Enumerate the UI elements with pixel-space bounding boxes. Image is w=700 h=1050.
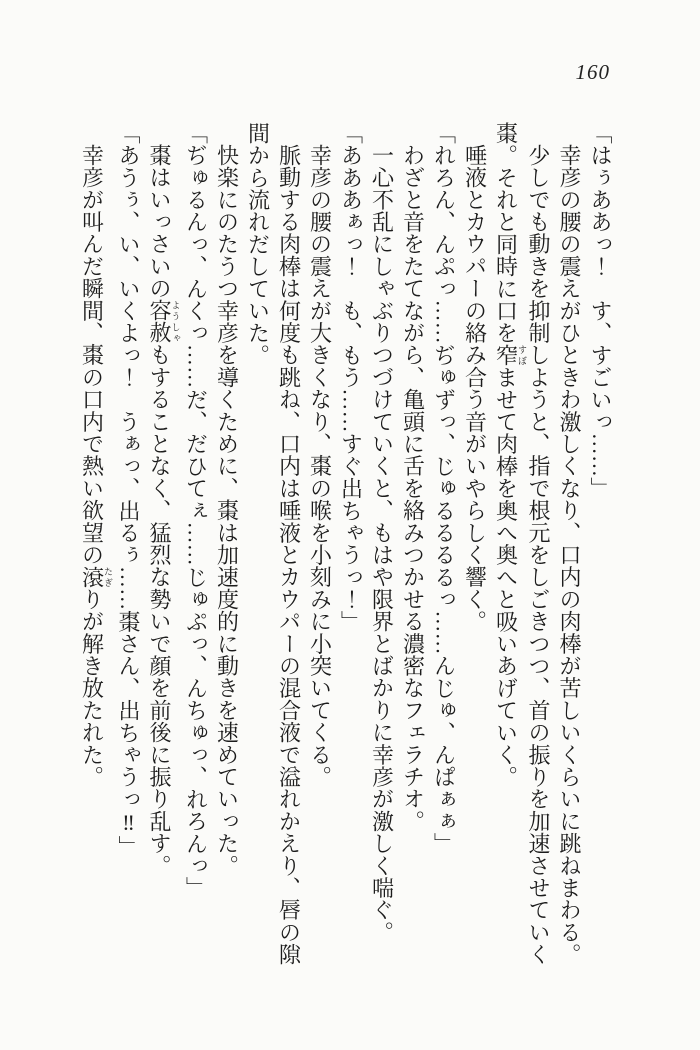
narrative-paragraph: 唾液とカウパーの絡み合う音がいやらしく響く。 xyxy=(462,144,488,633)
narrative-paragraph: 幸彦の腰の震えが大きくなり、棗の喉を小刻みに小突いてくる。 xyxy=(307,144,333,788)
page-number: 160 xyxy=(575,60,610,84)
narrative-paragraph: 少しでも動きを抑制しようと、指で根元をしごきつつ、首の振りを加速させていく棗。それと同時に口を窄すぼませて肉棒を奥へ奥へと吸いあげていく。 xyxy=(493,122,551,966)
dialogue-paragraph: 「あうぅ、い、いくよっ！ うぁっ、出るぅ……棗さん、出ちゃうっ‼」 xyxy=(116,122,141,858)
dialogue-paragraph: 「ぢゅるんっ、んくっ……だ、だひてぇ……じゅぷっ、んちゅっ、れろんっ」 xyxy=(183,122,209,899)
furigana-ruby: 窄すぼ xyxy=(493,344,527,367)
narrative-paragraph: わざと音をたてながら、亀頭に舌を絡みつかせる濃密なフェラチオ。 xyxy=(400,144,426,833)
dialogue-paragraph: 「れろん、んぷっ……ぢゅずっ、じゅるるるるっ……んじゅ、んぱぁぁ」 xyxy=(431,122,457,855)
narrative-paragraph: 幸彦の腰の震えがひときわ激しくなり、口内の肉棒が苦しいくらいに跳ねまわる。 xyxy=(557,144,582,966)
furigana-ruby: 滾たぎ xyxy=(79,565,113,589)
narrative-paragraph: 棗はいっさいの容赦ようしゃもすることなく、猛烈な勢いで顔を前後に振り乱す。 xyxy=(147,144,181,877)
narrative-paragraph: 快楽にのたうつ幸彦を導くために、棗は加速度的に動きを速めていった。 xyxy=(214,144,240,877)
text-block xyxy=(77,122,617,966)
dialogue-paragraph: 「あああぁっ！ も、もう……すぐ出ちゃうっ！」 xyxy=(338,122,364,633)
dialogue-paragraph: 「はぅああっ！ す、すごいっ……」 xyxy=(588,122,613,500)
narrative-paragraph: 脈動する肉棒は何度も跳ね、口内は唾液とカウパーの混合液で溢れかえり、唇の隙間から流れだしていた。 xyxy=(245,122,302,966)
narrative-paragraph: 幸彦が叫んだ瞬間、棗の口内で熱い欲望の滾たぎりが解き放たれた。 xyxy=(79,144,113,788)
narrative-paragraph: 一心不乱にしゃぶりつづけていくと、もはや限界とばかりに幸彦が激しく喘ぐ。 xyxy=(369,144,395,944)
furigana-ruby: 容赦ようしゃ xyxy=(147,299,181,344)
